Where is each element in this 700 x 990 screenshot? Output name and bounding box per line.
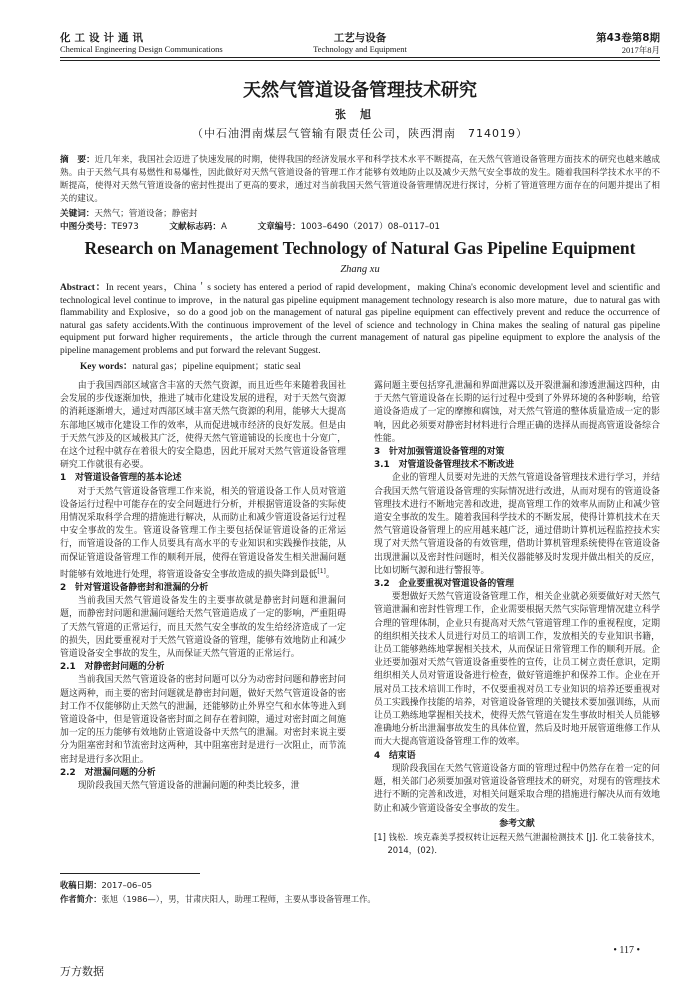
clc-value: TE973 <box>111 222 139 232</box>
keywords-en <box>60 358 660 372</box>
section-2-2-paragraph-start: 现阶段我国天然气管道设备的泄漏问题的种类比较多，泄 <box>77 781 300 792</box>
keywords-zh-label: 关键词： <box>60 209 95 219</box>
author-bio <box>60 893 393 906</box>
section-4-paragraph: 现阶段我国在天然气管道设备方面的管理过程中仍然存在着一定的问题，相关部门必须要加强对管道设备管理技术的研究，对现有的管理技术进行不断的完善和改进，对相关问题采取合理的措施进行解决从而有效地防止和减少管道设备安全事故的发生。 <box>374 763 660 814</box>
section-3-2-heading: 3.2 企业要重视对管道设备的管理 <box>374 579 514 590</box>
section-2-2-paragraph-cont: 露问题主要包括穿孔泄漏和界面泄露以及开裂泄漏和渗透泄漏这四种，由于天然气管道设备在长期的运行过程中受到了外界环境的各种影响，给管道设备造成了一定的摩擦和腐蚀，对天然气管道的整体质量造成一定的影响，因此必须要对静密封材料进行合理正确的选择从而提高管道设备综合性能。 <box>374 381 660 444</box>
author-bio-text: 张旭（1986—），男，甘肃庆阳人，助理工程师，主要从事设备管理工作。 <box>101 894 376 904</box>
header-rule-thick <box>60 57 660 58</box>
section-1-paragraph <box>60 486 346 582</box>
section-3-1-heading: 3.1 对管道设备管理技术不断改进 <box>374 460 514 471</box>
section-name-en: Technology and Equipment <box>313 44 407 54</box>
section-2-paragraph: 当前我国天然气管道设备发生的主要事故就是静密封问题和泄漏问题，而静密封问题和泄漏问题给天然气管道造成了一定的影响，严重阻碍了天然气管道的正常运行，而且天然气安全事故的发生给经济造成了一定的损失，因此要重视对于天然气管道设备的管理，能够有效地防止和减少管道设备安全事故的发生，从而保证天然气管道的正常运行。 <box>60 596 346 660</box>
section-1-text: 对于天然气管道设备管理工作来说，相关的管道设备工作人员对管道设备运行过程中可能存在的安全问题进行分析，并根据管道设备的实际使用情况采取科学合理的措施进行解决，从而防止和减少管道设备运行过程中安全事故的发生。管道设备管理工作主要包括保证管道设备的正常运行，而管道设备的工作人员要具有高水平的专业知识和实践操作技能，从而保证管道设备管理工作的顺利开展，使得在管道设备发生相关泄漏问题时能够有效地进行处理，将管道设备安全事故造成的损失降到最低 <box>60 486 346 580</box>
abstract-zh-label: 摘 要： <box>60 155 95 165</box>
section-name-zh: 工艺与设备 <box>333 32 387 44</box>
running-header <box>60 30 660 44</box>
section-3-1-paragraph: 企业的管理人员要对先进的天然气管道设备管理技术进行学习，并结合我国天然气管道设备管理的实际情况进行改进，从而对现有的管道设备管理技术进行不断地完善和改进，提高管理工作的效率从而防止和减少管道安全事故的发生。随着我国科学技术的不断发展，使得计算机技术在天然气管道设备管理上的应用越来越广泛，通过借助计算机远程监控技术实现了对天然气管道设备的有效管理，借助计算机管理系统使得在管道设备出现泄漏以及密封性问题时，相关仪器能够及时发现并做出相关的反应，比如切断气源和进行警报等。 <box>374 473 660 576</box>
keywords-en-label: Key words： <box>80 362 133 372</box>
abstract-zh-text: 近几年来，我国社会迈进了快速发展的时期，使得我国的经济发展水平和科学技术水平不断提高，在天然气管道设备管理方面技术的研究也越来越成熟。由于天然气具有易燃性和易爆性，因此做好对天然气管道设备的管理工作才能够有效地防止以及减少天然气安全事故的发生。随着我国科学技术水平的不断提高，使得对天然气管道设备的密封性提出了更高的要求，通过对当前我国天然气管道设备管理情况进行探讨，分析了管道管理方面存在的问题并提出了相关的建议。 <box>60 155 660 204</box>
section-4-heading: 4 结束语 <box>374 750 416 761</box>
section-1-heading: 1 对管道设备管理的基本论述 <box>60 473 182 484</box>
clc-label: 中图分类号： <box>60 222 112 232</box>
received-value: 2017–06–05 <box>101 880 153 890</box>
section-3-2-paragraph: 要想做好天然气管道设备管理工作，相关企业就必须要做好对天然气管道泄漏和密封性管理工作，企业需要根据天然气实际管理情况建立科学合理的管理体制，企业只有提高对天然气管道管理工作的重视程度，定期的组织相关技术人员进行对员工的培训工作，发放相关的专业知识书籍，让员工能够熟练地掌握相关技术，从而保证日常管理工作的顺利开展。企业还要加强对天然气管道设备重要性的宣传，让员工树立责任意识，定期组织相关人员对管道设备进行检查，做好管道维护和保养工作。企业在开展对员工技术培训工作时，不仅要重视对员工专业知识的培养还要重视对员工实践操作技能的培养，对管道设备管理的关键技术要加强训练，从而让员工熟练地掌握相关技术，使得天然气管道在发生事故时相关人员能够准确地分析出泄漏事故发生的具体位置，然后及时地开展管道维修工作从而大大提高管道设备管理工作的效率。 <box>374 592 660 748</box>
running-header-sub <box>60 44 660 56</box>
header-rule-thin <box>60 60 660 61</box>
abstract-en-text: In recent years，China＇s society has entered a period of rapid development，making China's economic development level and scientific and technological level continue to improve，in the natural gas pipeline equipment management technology research is also more mature，due to natural gas with flammability and Explosive，so do a good job on the management of natural gas pipeline equipment can effectively prevent and reduce the occurrence of natural gas safety accidents.With the continuous improvement of the level of science and technology in China makes the sealing of natural gas pipeline equipment put forward higher requirements，the article through the current management of natural gas pipeline equipment to explore the analysis of the pipeline management problems and put forward the relevant Suggest. <box>60 283 661 356</box>
abstract-en <box>60 282 660 358</box>
page-number: • 117 • <box>613 945 640 956</box>
issue-date: 2017年8月 <box>621 45 660 55</box>
abstract-zh <box>60 154 660 206</box>
intro-paragraph: 由于我国西部区域富含丰富的天然气资源，而且近些年来随着我国社会发展的步伐逐渐加快，推进了城市化建设发展的进程，对于天然气资源的消耗逐渐增大，通过对西部区域丰富天然气资源的利用，能够大大提高东部地区城市化建设工作的效率，从而促进城市经济的良好发展。但是由于天然气涉及的区域极其广泛，使得天然气管道铺设的长度也十分宽广，在这个过程中就存在着很大的安全隐患，因此开展对天然气管道设备管理研究工作就很有必要。 <box>60 381 346 471</box>
article-no-label: 文章编号： <box>257 222 301 232</box>
classification-line <box>60 220 660 232</box>
section-2-1-paragraph: 当前我国天然气管道设备的密封问题可以分为动密封问题和静密封问题这两种，而主要的密封问题就是静密封问题，做好天然气管道设备的密封工作不仅能够防止天然气的泄漏，还能够防止外界空气和水体等进入到管道设备中，但是管道设备密封面之间存在着间隙，通过对密封面之间施加一定的压力能够有效地防止管道设备中天然气的泄漏。对密封来说主要分为阻塞密封和节流密封这两种，其中阻塞密封是进行一次阻止，而节流密封是进行多次阻止。 <box>60 675 346 765</box>
watermark-wanfang: 万方数据 <box>60 965 104 978</box>
keywords-zh <box>60 207 660 219</box>
section-2-2-heading: 2.2 对泄漏问题的分析 <box>60 767 156 778</box>
author-bio-label: 作者简介： <box>60 894 102 904</box>
journal-name-zh: 化工设计通讯 <box>60 32 147 44</box>
abstract-en-label: Abstract： <box>60 283 106 293</box>
author-name-en: Zhang xu <box>340 264 380 275</box>
affiliation-zh: （中石油渭南煤层气管输有限责任公司，陕西渭南 714019） <box>192 127 528 140</box>
body-column-left <box>60 380 346 793</box>
keywords-en-text: natural gas；pipeline equipment；static seal <box>132 362 301 372</box>
article-title-en: Research on Management Technology of Natural Gas Pipeline Equipment <box>84 238 636 258</box>
journal-name-en: Chemical Engineering Design Communications <box>60 44 223 54</box>
doc-code-value: A <box>220 222 227 232</box>
section-2-1-heading: 2.1 对静密封问题的分析 <box>60 662 165 673</box>
section-2-heading: 2 针对管道设备静密封和泄漏的分析 <box>60 583 209 594</box>
doc-code-label: 文献标志码： <box>169 222 221 232</box>
keywords-zh-text: 天然气；管道设备；静密封 <box>94 209 198 219</box>
section-1-end: 。 <box>325 569 335 580</box>
section-3-heading: 3 针对加强管道设备管理的对策 <box>374 447 505 458</box>
received-date <box>60 879 346 892</box>
references-heading: 参考文献 <box>499 818 535 829</box>
author-name-zh: 张旭 <box>335 108 385 121</box>
volume-issue: 第43卷第8期 <box>596 32 660 44</box>
received-label: 收稿日期： <box>60 880 102 890</box>
article-no-value: 1003–6490（2017）08–0117–01 <box>300 222 441 232</box>
body-column-right <box>374 380 660 857</box>
citation-1: [1] <box>317 567 326 575</box>
footnote-rule <box>60 873 200 874</box>
article-title-zh: 天然气管道设备管理技术研究 <box>243 80 477 101</box>
reference-1: [1] 钱松．埃克森美孚授权转让远程天然气泄漏检测技术 [J]. 化工装备技术，2014，(02)． <box>374 831 660 856</box>
